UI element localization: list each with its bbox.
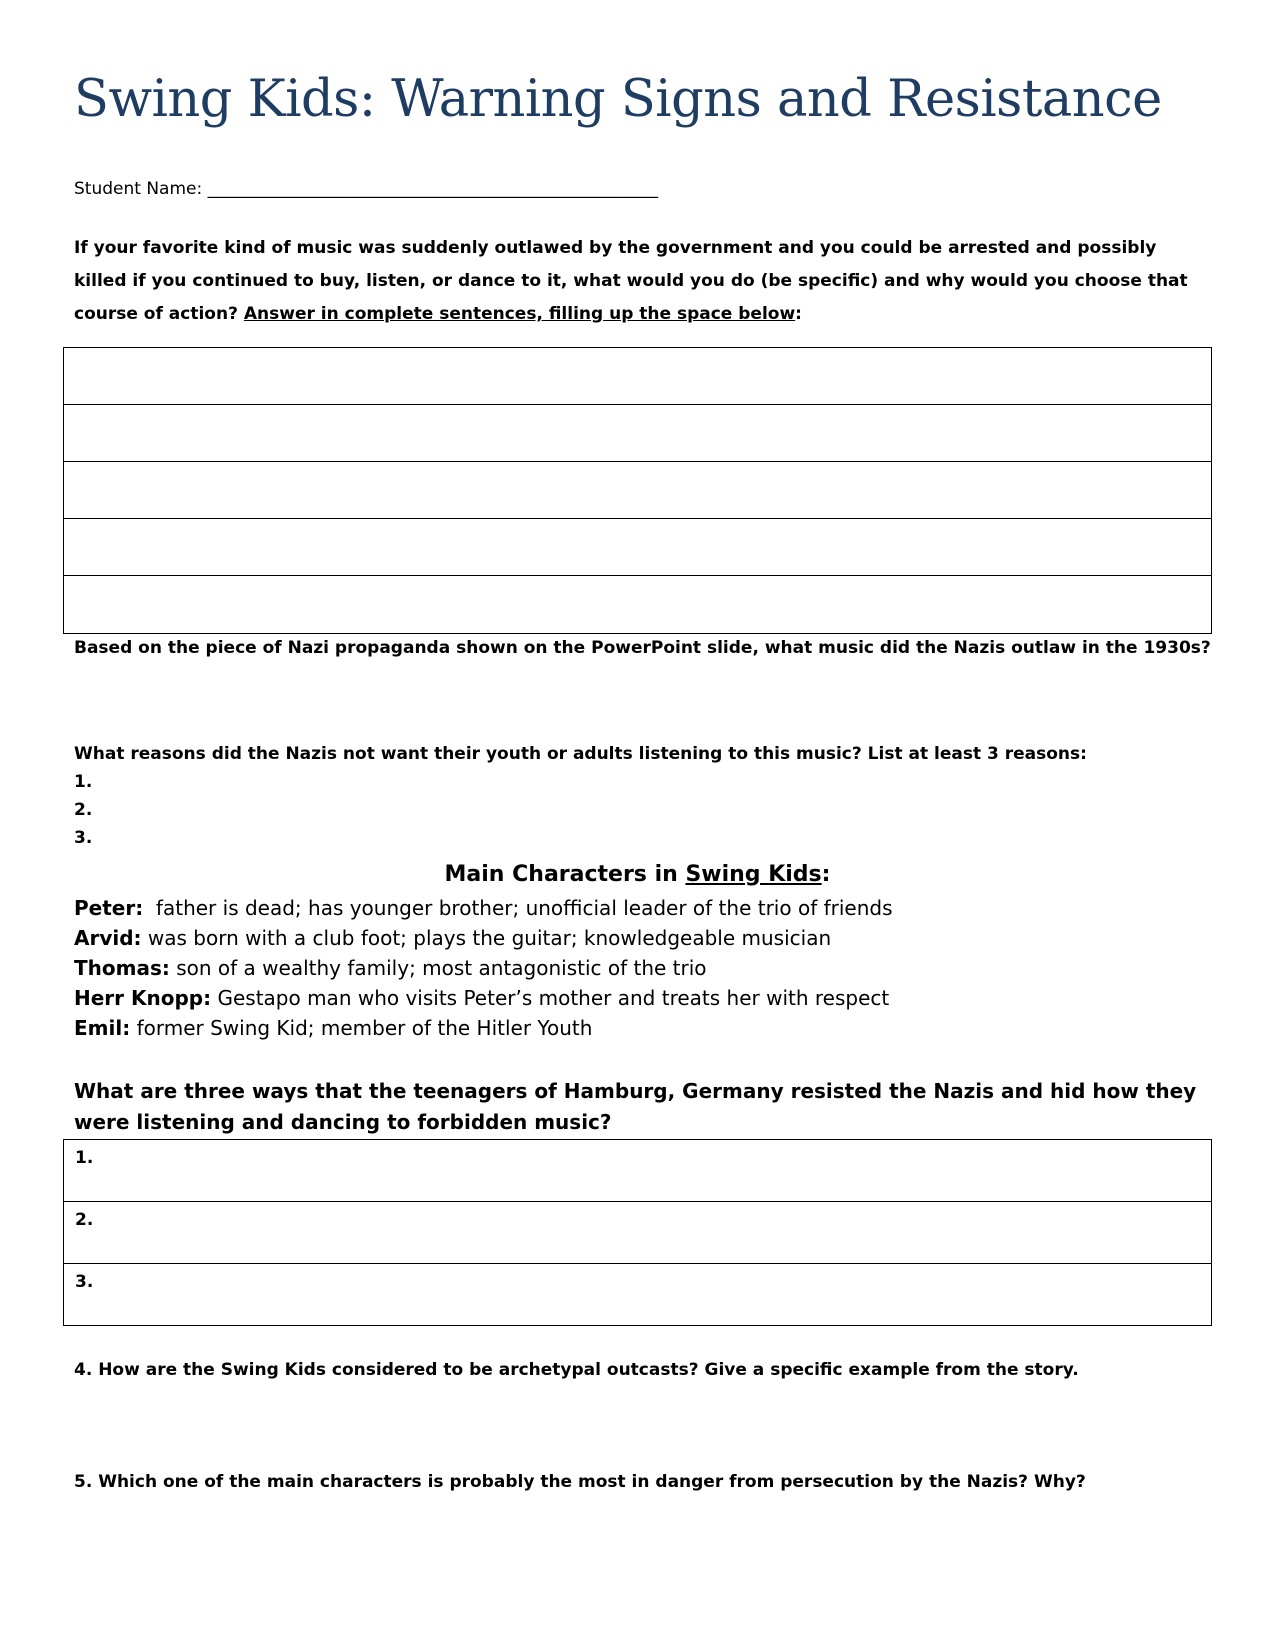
character-item bbox=[74, 1016, 592, 1040]
character-desc: former Swing Kid; member of the Hitler Youth bbox=[130, 1016, 593, 1040]
question-5: 5. Which one of the main characters is probably the most in danger from persecution by the Nazis? Why? bbox=[74, 1472, 1086, 1492]
answer-number: 2. bbox=[75, 1210, 94, 1230]
character-name: Arvid: bbox=[74, 926, 142, 950]
answer-line[interactable] bbox=[64, 462, 1211, 519]
characters-heading-film: Swing Kids bbox=[685, 862, 822, 887]
student-name-label: Student Name: bbox=[74, 179, 203, 199]
characters-heading-prefix: Main Characters in bbox=[444, 862, 678, 887]
answer-box-intro[interactable] bbox=[63, 347, 1212, 634]
answer-number: 3. bbox=[75, 1272, 94, 1292]
student-name-line bbox=[74, 181, 658, 198]
question-resist: What are three ways that the teenagers of Hamburg, Germany resisted the Nazis and hid how they were listening and dancing to forbidden music? bbox=[74, 1079, 1197, 1134]
character-name: Herr Knopp: bbox=[74, 986, 212, 1010]
answer-line[interactable] bbox=[64, 576, 1211, 633]
question-intro-text: If your favorite kind of music was suddenly outlawed by the government and you could be arrested and possibly killed if you continued to buy, listen, or dance to it, what would you do (be specific) and why would you choose that course of action? bbox=[74, 238, 1188, 324]
answer-row[interactable] bbox=[64, 1140, 1211, 1202]
answer-row[interactable] bbox=[64, 1202, 1211, 1264]
page-title: Swing Kids: Warning Signs and Resistance bbox=[74, 70, 1162, 129]
answer-row[interactable] bbox=[64, 1264, 1211, 1325]
reason-number: 2. bbox=[74, 800, 93, 820]
question-intro bbox=[74, 232, 1209, 331]
character-desc: son of a wealthy family; most antagonistic of the trio bbox=[169, 956, 707, 980]
reason-number: 1. bbox=[74, 772, 93, 792]
question-intro-instruction: Answer in complete sentences, filling up the space below bbox=[243, 304, 796, 324]
answer-line[interactable] bbox=[64, 405, 1211, 462]
question-intro-colon: : bbox=[795, 304, 802, 324]
character-item bbox=[74, 986, 889, 1010]
question-4: 4. How are the Swing Kids considered to be archetypal outcasts? Give a specific example from the story. bbox=[74, 1360, 1079, 1380]
student-name-blank[interactable]: _____________________________________________________ bbox=[207, 179, 659, 199]
answer-line[interactable] bbox=[64, 519, 1211, 576]
character-desc: was born with a club foot; plays the guitar; knowledgeable musician bbox=[141, 926, 832, 950]
answer-box-resist[interactable] bbox=[63, 1139, 1212, 1326]
character-desc: father is dead; has younger brother; unofficial leader of the trio of friends bbox=[143, 896, 893, 920]
character-item bbox=[74, 956, 707, 980]
answer-line[interactable] bbox=[64, 348, 1211, 405]
characters-heading bbox=[0, 862, 1275, 887]
character-item bbox=[74, 896, 893, 920]
characters-heading-colon: : bbox=[821, 862, 831, 887]
reason-number: 3. bbox=[74, 828, 93, 848]
character-name: Thomas: bbox=[74, 956, 170, 980]
character-desc: Gestapo man who visits Peter’s mother and treats her with respect bbox=[211, 986, 890, 1010]
character-name: Peter: bbox=[74, 896, 144, 920]
question-reasons: What reasons did the Nazis not want their youth or adults listening to this music? List at least 3 reasons: bbox=[74, 744, 1087, 764]
character-item bbox=[74, 926, 831, 950]
answer-number: 1. bbox=[75, 1148, 94, 1168]
question-propaganda: Based on the piece of Nazi propaganda shown on the PowerPoint slide, what music did the Nazis outlaw in the 1930s? bbox=[74, 638, 1211, 658]
character-name: Emil: bbox=[74, 1016, 131, 1040]
